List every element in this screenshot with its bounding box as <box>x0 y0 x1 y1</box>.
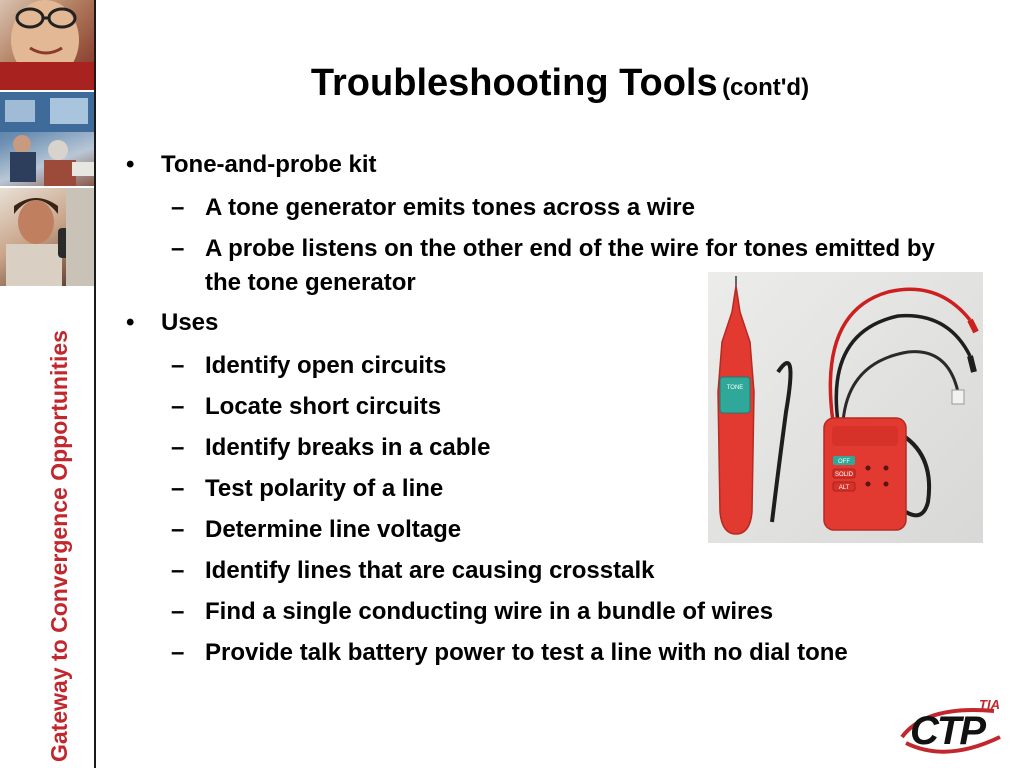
slide-title-main: Troubleshooting Tools <box>310 62 718 104</box>
dash-mark: – <box>171 598 185 625</box>
sub-bullet-item <box>126 191 1006 225</box>
bullet-item <box>126 150 1006 179</box>
bullet-text: Uses <box>161 309 219 336</box>
button-label-off: OFF <box>838 459 850 465</box>
sub-bullet-text: Identify open circuits <box>205 352 447 379</box>
dash-mark: – <box>171 393 185 420</box>
sidebar-banner <box>0 0 96 768</box>
bullet-mark: • <box>126 151 135 178</box>
sub-bullet-item <box>126 595 1006 629</box>
banner-photo-man-glasses <box>0 0 94 90</box>
dash-mark: – <box>171 194 185 221</box>
banner-photo-classroom <box>0 92 94 186</box>
sub-bullet-text: A tone generator emits tones across a wire <box>205 194 695 221</box>
button-label-alt: ALT <box>838 485 850 491</box>
dash-mark: – <box>171 235 185 262</box>
logo-wordmark: CTP <box>910 709 984 753</box>
sub-bullet-text: Provide talk battery power to test a line with no dial tone <box>205 639 848 666</box>
sub-bullet-item <box>126 636 1006 670</box>
dash-mark: – <box>171 516 185 543</box>
dash-mark: – <box>171 352 185 379</box>
dash-mark: – <box>171 639 185 666</box>
dash-mark: – <box>171 434 185 461</box>
sub-bullet-item <box>126 554 1006 588</box>
sub-bullet-text: Find a single conducting wire in a bundle of wires <box>205 598 774 625</box>
sub-bullet-text: Test polarity of a line <box>205 475 444 502</box>
probe-label-text: TONE <box>726 385 744 391</box>
dash-mark: – <box>171 475 185 502</box>
ctp-logo <box>896 697 1008 759</box>
sub-bullet-text: A probe listens on the other end of the wire for tones emitted by the tone generator <box>205 235 935 296</box>
bullet-text: Tone-and-probe kit <box>161 151 377 178</box>
sub-bullet-text: Identify lines that are causing crosstalk <box>205 557 655 584</box>
sub-bullet-text: Identify breaks in a cable <box>205 434 491 461</box>
slide-title <box>96 62 1024 105</box>
logo-superscript: TIA <box>979 697 1000 712</box>
banner-photo-woman-phone <box>0 188 94 286</box>
tagline-text: Gateway to Convergence Opportunities <box>46 330 72 762</box>
button-label-solid: SOLID <box>834 472 854 478</box>
sub-bullet-text: Determine line voltage <box>205 516 462 543</box>
tagline-area <box>0 290 94 768</box>
dash-mark: – <box>171 557 185 584</box>
slide-title-suffix: (cont'd) <box>722 74 810 101</box>
tone-probe-kit-photo <box>708 272 983 543</box>
bullet-mark: • <box>126 309 135 336</box>
sub-bullet-text: Locate short circuits <box>205 393 442 420</box>
